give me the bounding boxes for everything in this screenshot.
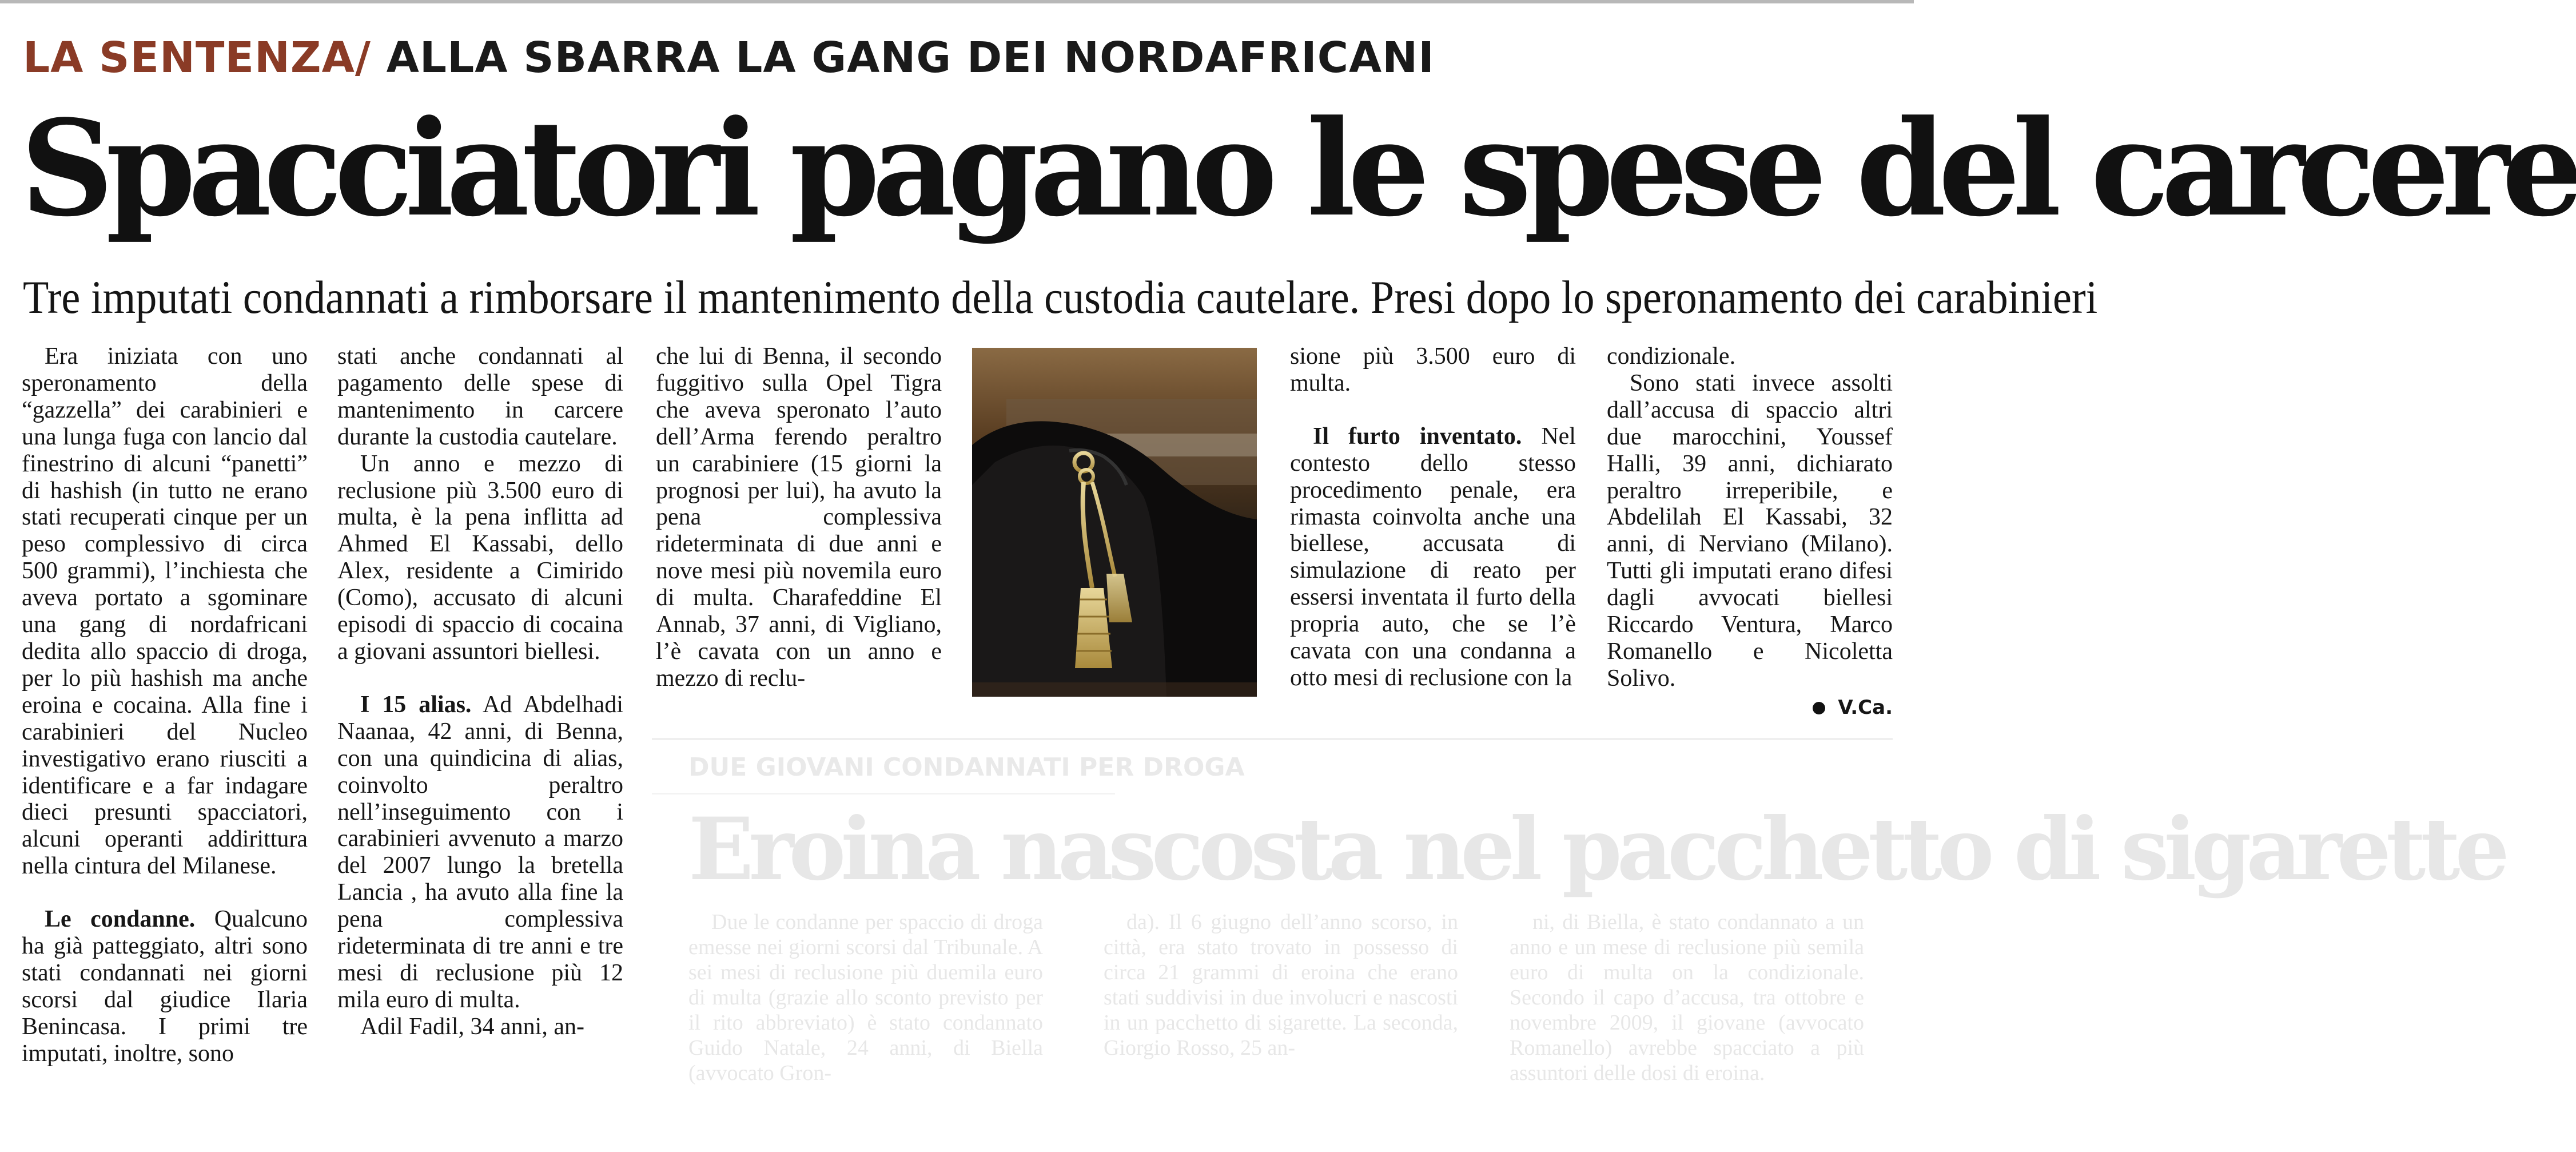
article-subheadline: Tre imputati condannati a rimborsare il mantenimento della custodia cautelare. Presi dopo lo speronamento dei carabinieri	[23, 271, 2098, 323]
signature-text: V.Ca.	[1838, 696, 1893, 719]
paragraph	[22, 906, 308, 1067]
paragraph-body: Qualcuno ha già patteggiato, altri sono stati condannati nei giorni scorsi dal giudice Ilaria Benincasa. I primi tre imputati, inoltre, sono	[22, 906, 308, 1067]
article-headline: Spacciatori pagano le spese del carcere	[21, 92, 2576, 246]
kicker-topic: ALLA SBARRA LA GANG DEI NORDAFRICANI	[386, 33, 1435, 82]
text-column-1	[22, 343, 308, 1067]
paragraph-lead: Le condanne.	[45, 906, 196, 933]
paragraph: sione più 3.500 euro di multa.	[1290, 343, 1576, 396]
author-signature	[1607, 694, 1893, 721]
paragraph-body: Nel contesto dello stesso procedimento penale, era rimasta coinvolta anche una biellese, accusata di simulazione di reato per essersi inventata il furto della propria auto, che se l’è cavata con una condanna a otto mesi di reclusione con la	[1290, 423, 1576, 691]
ghost-headline: Eroina nascosta nel pacchetto di sigarette	[688, 799, 2505, 900]
kicker-section: LA SENTENZA/	[23, 33, 371, 82]
paragraph: stati anche condannati al pagamento delle spese di mantenimento in carcere durante la custodia cautelare.	[337, 343, 623, 450]
ghost-kicker-rule	[652, 793, 1115, 795]
paragraph: Era iniziata con uno speronamento della “gazzella” dei carabinieri e una lunga fuga con lancio dal finestrino di alcuni “panetti” di hashish (in tutto ne erano stati recuperati cinque per un peso complessivo di circa 500 grammi), l’inchiesta che aveva portato a sgominare una gang di nordafricani dedita allo spaccio di droga, per lo più hashish ma anche eroina e cocaina. Alla fine i carabinieri del Nucleo investigativo erano riusciti a identificare e a far indagare dieci presunti spacciatori, alcuni operanti addirittura nella cintura del Milanese.	[22, 343, 308, 880]
bleed-through-article	[652, 738, 2505, 1138]
paragraph	[1290, 423, 1576, 692]
text-column-5	[1607, 343, 1893, 721]
paragraph: Un anno e mezzo di reclusione più 3.500 euro di multa, è la pena inflitta ad Ahmed El Kassabi, dello Alex, residente a Cimirido (Como), accusato di alcuni episodi di spaccio di cocaina a giovani assuntori biellesi.	[337, 450, 623, 665]
paragraph-lead: Il furto inventato.	[1313, 423, 1522, 450]
ghost-paragraph: da). Il 6 giugno dell’anno scorso, in città, era stato trovato in possesso di circa 21 grammi di eroina che erano stati suddivisi in due involucri e nascosti in un pacchetto di sigarette. La seconda, Giorgio Rosso, 25 an-	[1104, 910, 1458, 1060]
paragraph: condizionale.	[1607, 343, 1736, 370]
text-column-4	[1290, 343, 1576, 692]
bullet-dot-icon	[1813, 702, 1825, 714]
ghost-paragraph: ni, di Biella, è stato condannato a un anno e un mese di reclusione più semila euro di multa on la condizionale. Secondo il capo d’accusa, tra ottobre e novembre 2009, il giovane (avvocato Romanello) avrebbe spacciato a più assuntori delle dosi di eroina.	[1510, 910, 1864, 1085]
ghost-column-3	[1510, 909, 1864, 1086]
ghost-column-1	[688, 909, 1043, 1086]
text-column-2	[337, 343, 623, 1040]
paragraph: che lui di Benna, il secondo fuggitivo sulla Opel Tigra che aveva speronato l’auto dell’Arma ferendo peraltro un carabiniere (15 giorni la prognosi per lui), ha avuto la pena complessiva rideterminata di due anni e nove mesi più novemila euro di multa. Charafeddine El Annab, 37 anni, di Vigliano, l’è cavata con un anno e mezzo di reclu-	[656, 343, 942, 692]
judge-robe-illustration	[972, 348, 1257, 697]
paragraph: Adil Fadil, 34 anni, an-	[360, 1013, 584, 1040]
ghost-kicker: DUE GIOVANI CONDANNATI PER DROGA	[688, 753, 1245, 782]
paragraph-lead: I 15 alias.	[360, 691, 472, 718]
paragraph: Sono stati invece assolti dall’accusa di spaccio altri due marocchini, Youssef Halli, 39 anni, dichiarato peraltro irreperibile, e Abdelilah El Kassabi, 32 anni, di Nerviano (Milano). Tutti gli imputati erano difesi dagli avvocati biellesi Riccardo Ventura, Marco Romanello e Nicoletta Solivo.	[1607, 370, 1893, 692]
judge-robe-photo	[972, 348, 1257, 697]
text-column-3	[656, 343, 942, 692]
top-rule	[0, 0, 1914, 3]
section-kicker	[23, 26, 1435, 89]
ghost-column-2	[1104, 909, 1458, 1060]
ghost-paragraph: Due le condanne per spaccio di droga emesse nei giorni scorsi dal Tribunale. A sei mesi di reclusione più duemila euro di multa (grazie allo sconto previsto per il rito abbreviato) è stato condannato Guido Natale, 24 anni, di Biella (avvocato Gron-	[688, 910, 1043, 1085]
paragraph	[337, 692, 623, 1014]
paragraph-body: Ad Abdelhadi Naanaa, 42 anni, di Benna, con una quindicina di alias, coinvolto peraltro nell’inseguimento con i carabinieri avvenuto a marzo del 2007 lungo la bretella Lancia , ha avuto alla fine la pena complessiva rideterminata di tre anni e tre mesi di reclusione più 12 mila euro di multa.	[337, 691, 623, 1013]
ghost-top-rule	[652, 738, 1893, 740]
